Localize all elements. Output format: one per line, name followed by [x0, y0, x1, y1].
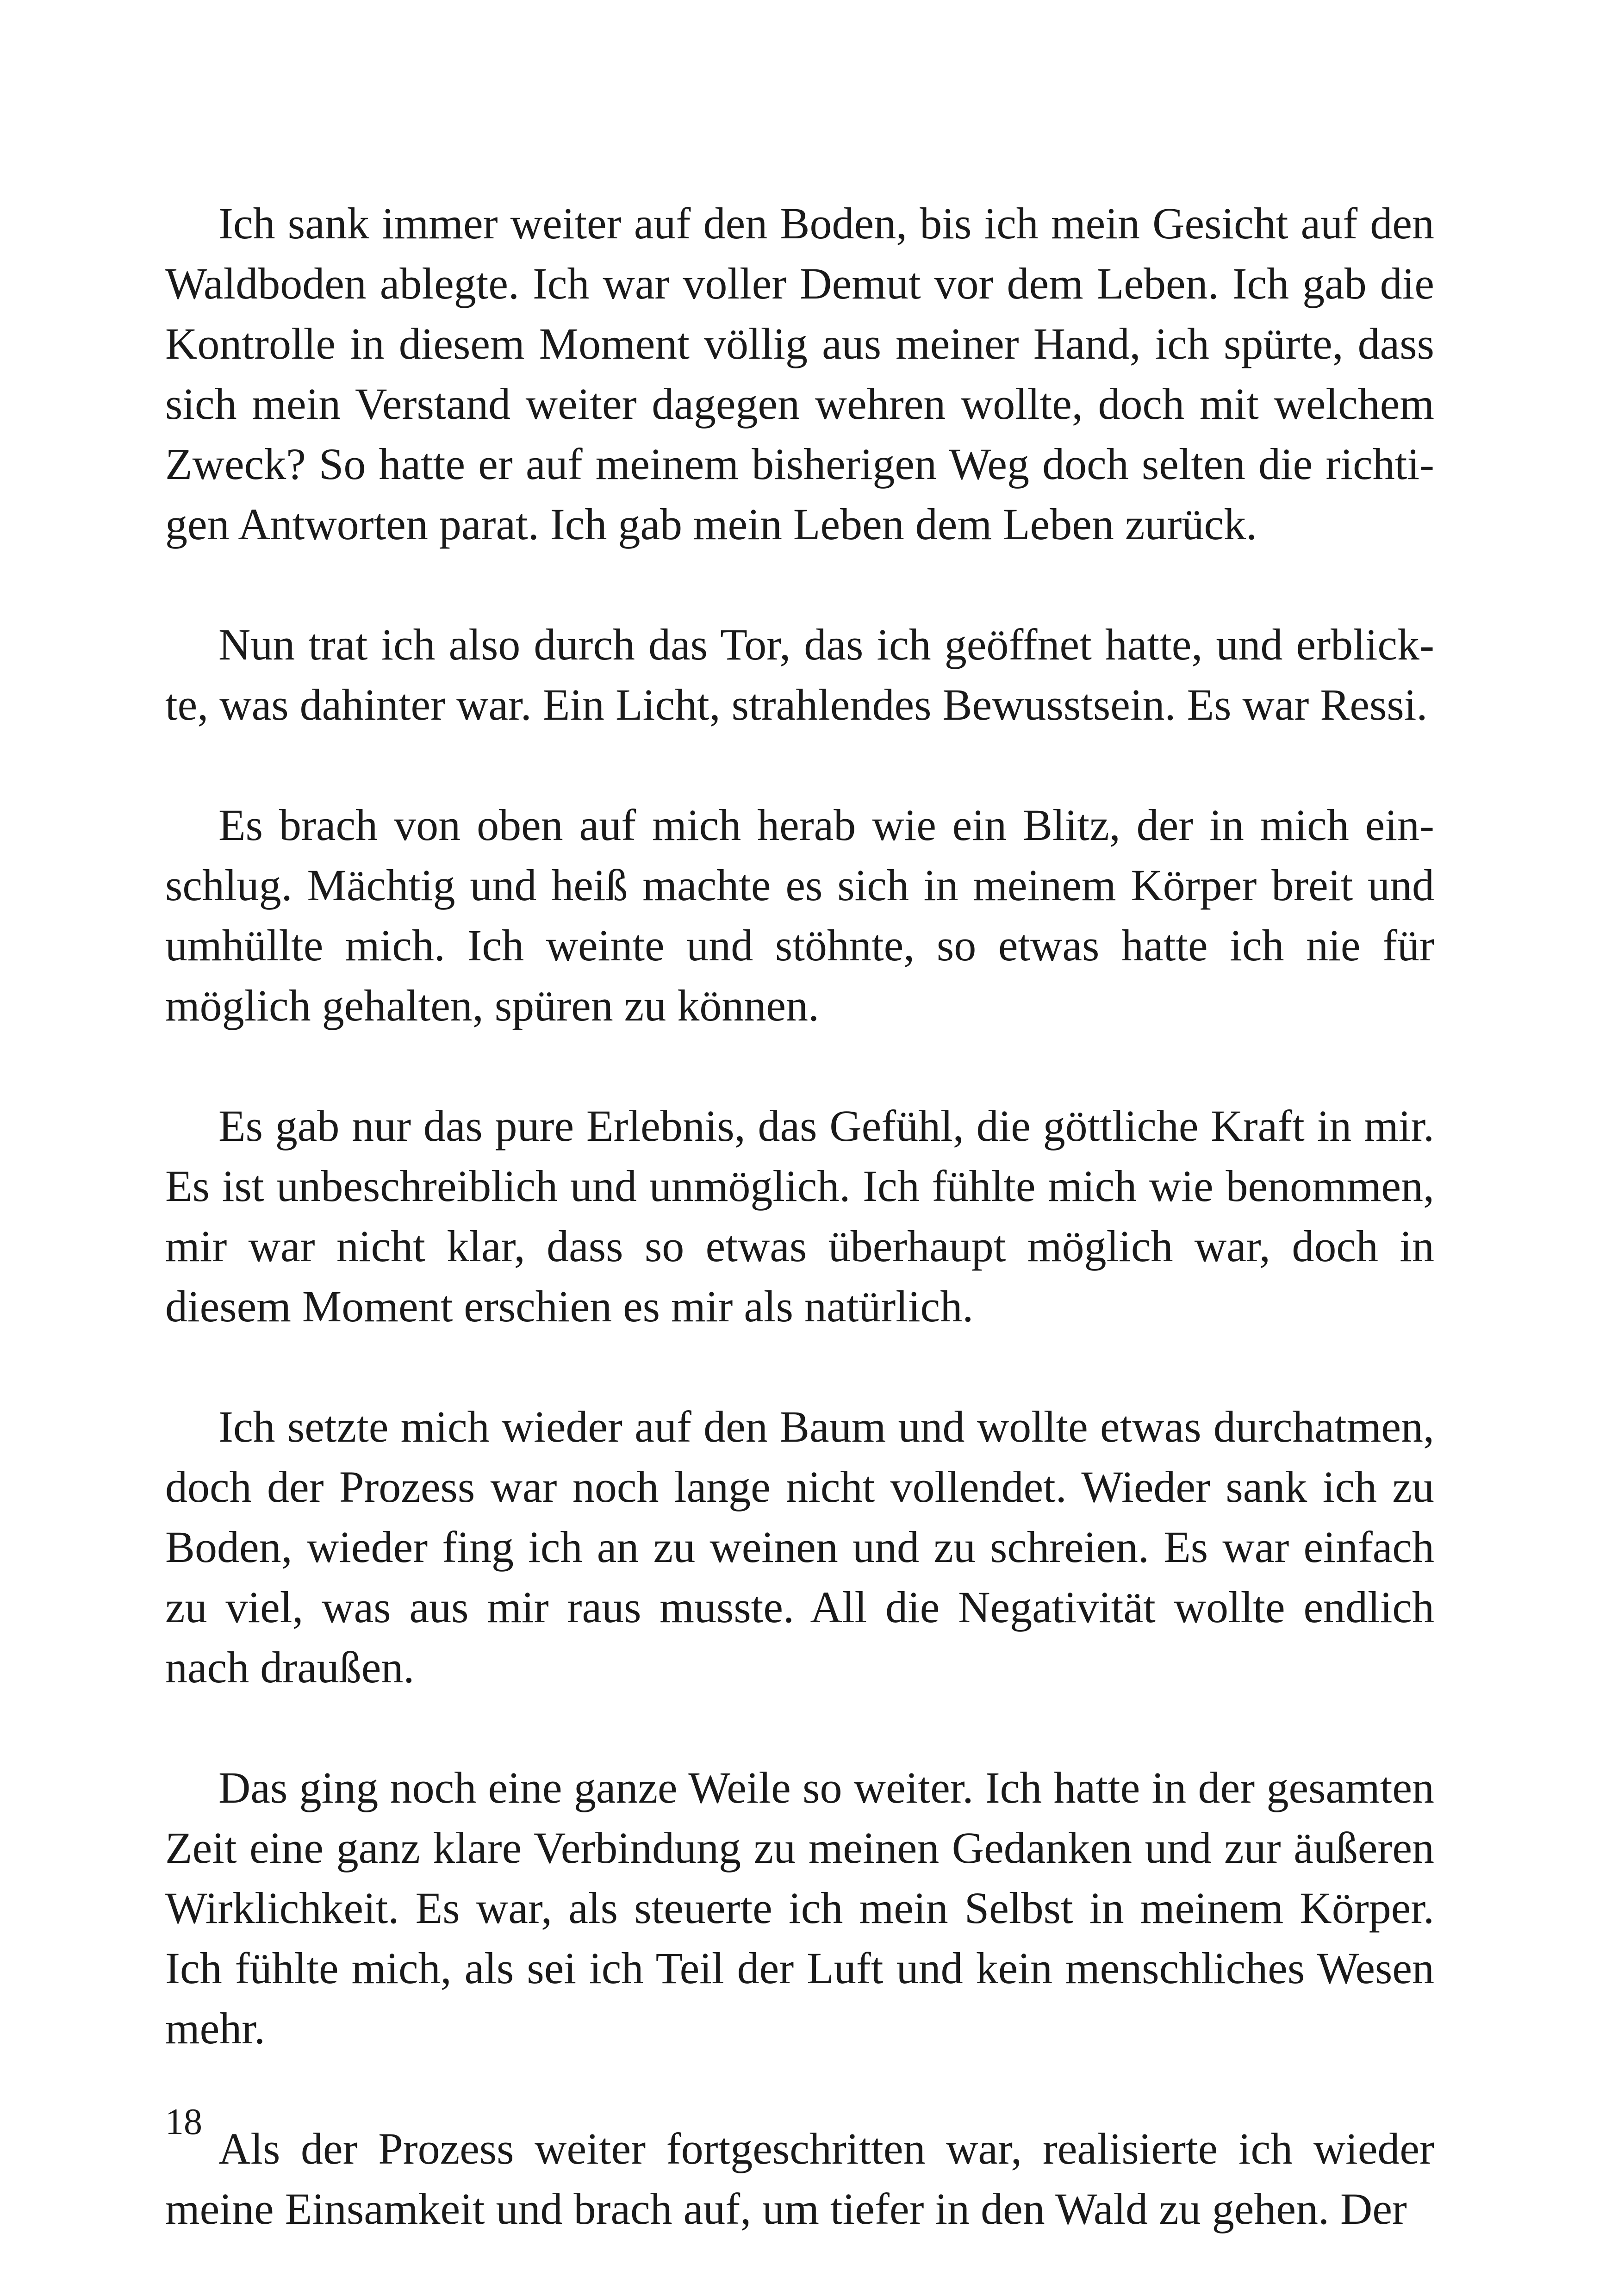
paragraph-4: Es gab nur das pure Erlebnis, das Gefühl, die göttliche Kraft in mir. Es ist unbeschreiblich und unmöglich. Ich fühlte mich wie benommen, mir war nicht klar, dass so etwas überhaupt möglich war, doch in diesem Moment erschien es mir als natürlich.	[165, 1101, 1434, 1331]
paragraph-2: Nun trat ich also durch das Tor, das ich geöffnet hatte, und erblickte, was dahinter war. Ein Licht, strahlendes Bewusstsein. Es war Ressi.	[165, 620, 1434, 729]
paragraph-7: Als der Prozess weiter fortgeschritten war, realisierte ich wieder meine Einsamkeit und brach auf, um tiefer in den Wald zu gehen. Der	[165, 2124, 1434, 2234]
paragraph-3: Es brach von oben auf mich herab wie ein Blitz, der in mich einschlug. Mächtig und heiß machte es sich in meinem Körper breit und umhüllte mich. Ich weinte und stöhnte, so etwas hatte ich nie für möglich gehalten, spüren zu können.	[165, 800, 1434, 1030]
body-text	[165, 193, 1434, 2239]
page-number: 18	[165, 2102, 202, 2142]
paragraph-6: Das ging noch eine ganze Weile so weiter. Ich hatte in der gesamten Zeit eine ganz klare Verbindung zu meinen Gedanken und zur äußeren Wirklichkeit. Es war, als steuerte ich mein Selbst in meinem Körper. Ich fühlte mich, als sei ich Teil der Luft und kein menschliches Wesen mehr.	[165, 1763, 1434, 2053]
paragraph-5: Ich setzte mich wieder auf den Baum und wollte etwas durchatmen, doch der Prozess war noch lange nicht vollendet. Wieder sank ich zu Boden, wieder fing ich an zu weinen und zu schreien. Es war einfach zu viel, was aus mir raus musste. All die Negativität wollte endlich nach draußen.	[165, 1402, 1434, 1692]
paragraph-1: Ich sank immer weiter auf den Boden, bis ich mein Gesicht auf den Waldboden ablegte. Ich war voller Demut vor dem Leben. Ich gab die Kontrolle in diesem Moment völlig aus meiner Hand, ich spürte, dass sich mein Verstand weiter dagegen wehren wollte, doch mit welchem Zweck? So hatte er auf meinem bisherigen Weg doch selten die richtigen Antworten parat. Ich gab mein Leben dem Leben zurück.	[165, 199, 1434, 549]
